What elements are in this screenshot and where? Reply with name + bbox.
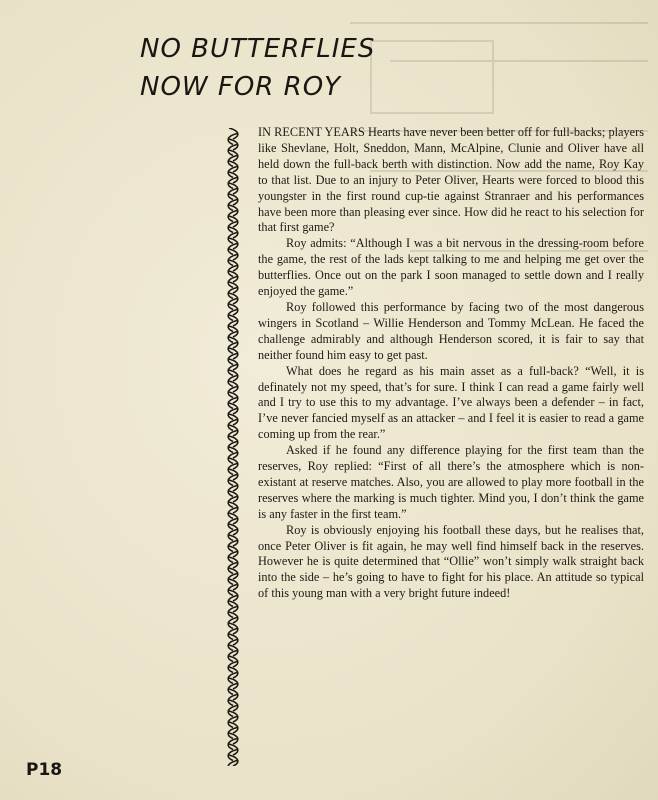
article-body — [258, 125, 644, 602]
paragraph: IN RECENT YEARS Hearts have never been better off for full-backs; players like Shevlane, Holt, Sneddon, Mann, McAlpine, Clunie and Oliver have all held down the full-back berth with distinction. Now add the name, Roy Kay to that list. Due to an injury to Peter Oliver, Hearts were forced to blood this youngster in the first round cup-tie against Stranraer and his performances have been more than pleasing ever since. How did he react to his selection for that first game? — [258, 125, 644, 235]
ghost-line — [350, 22, 648, 24]
article-title — [140, 30, 440, 106]
title-line-1: NO BUTTERFLIES — [140, 34, 376, 64]
paragraph: Roy is obviously enjoying his football these days, but he realises that, once Peter Oliver is fit again, he may well find himself back in the reserves. However he is quite determined that “Ollie” won’t simply walk straight back into the side – he’s going to have to fight for his place. An attitude so typical of this young man with a very bright future indeed! — [258, 522, 644, 601]
paragraph: Roy followed this performance by facing two of the most dangerous wingers in Scotland – Willie Henderson and Tommy McLean. He faced the challenge admirably and although Henderson scored, it is fair to say that neither found him easy to get past. — [258, 299, 644, 362]
page-number: P18 — [26, 760, 63, 780]
twisted-rope-divider — [222, 128, 244, 766]
paragraph: What does he regard as his main asset as a full-back? “Well, it is definately not my speed, that’s for sure. I think I can read a game fairly well and I try to use this to my advantage. I’ve always been a defender – in fact, I’ve never fancied myself as an attacker – and I feel it is easier to read a game coming up from the rear.” — [258, 363, 644, 442]
title-line-2: NOW FOR ROY — [140, 72, 342, 102]
paragraph: Roy admits: “Although I was a bit nervous in the dressing-room before the game, the rest of the lads kept talking to me and helping me get over the butterflies. Once out on the park I soon managed to settle down and I really enjoyed the game.” — [258, 236, 644, 299]
paragraph: Asked if he found any difference playing for the first team than the reserves, Roy replied: “First of all there’s the atmosphere which is non-existant at reserve matches. Also, you are allowed to play more football in the reserves where the marking is much tighter. Mind you, I don’t think the game is any faster in the first team.” — [258, 443, 644, 521]
